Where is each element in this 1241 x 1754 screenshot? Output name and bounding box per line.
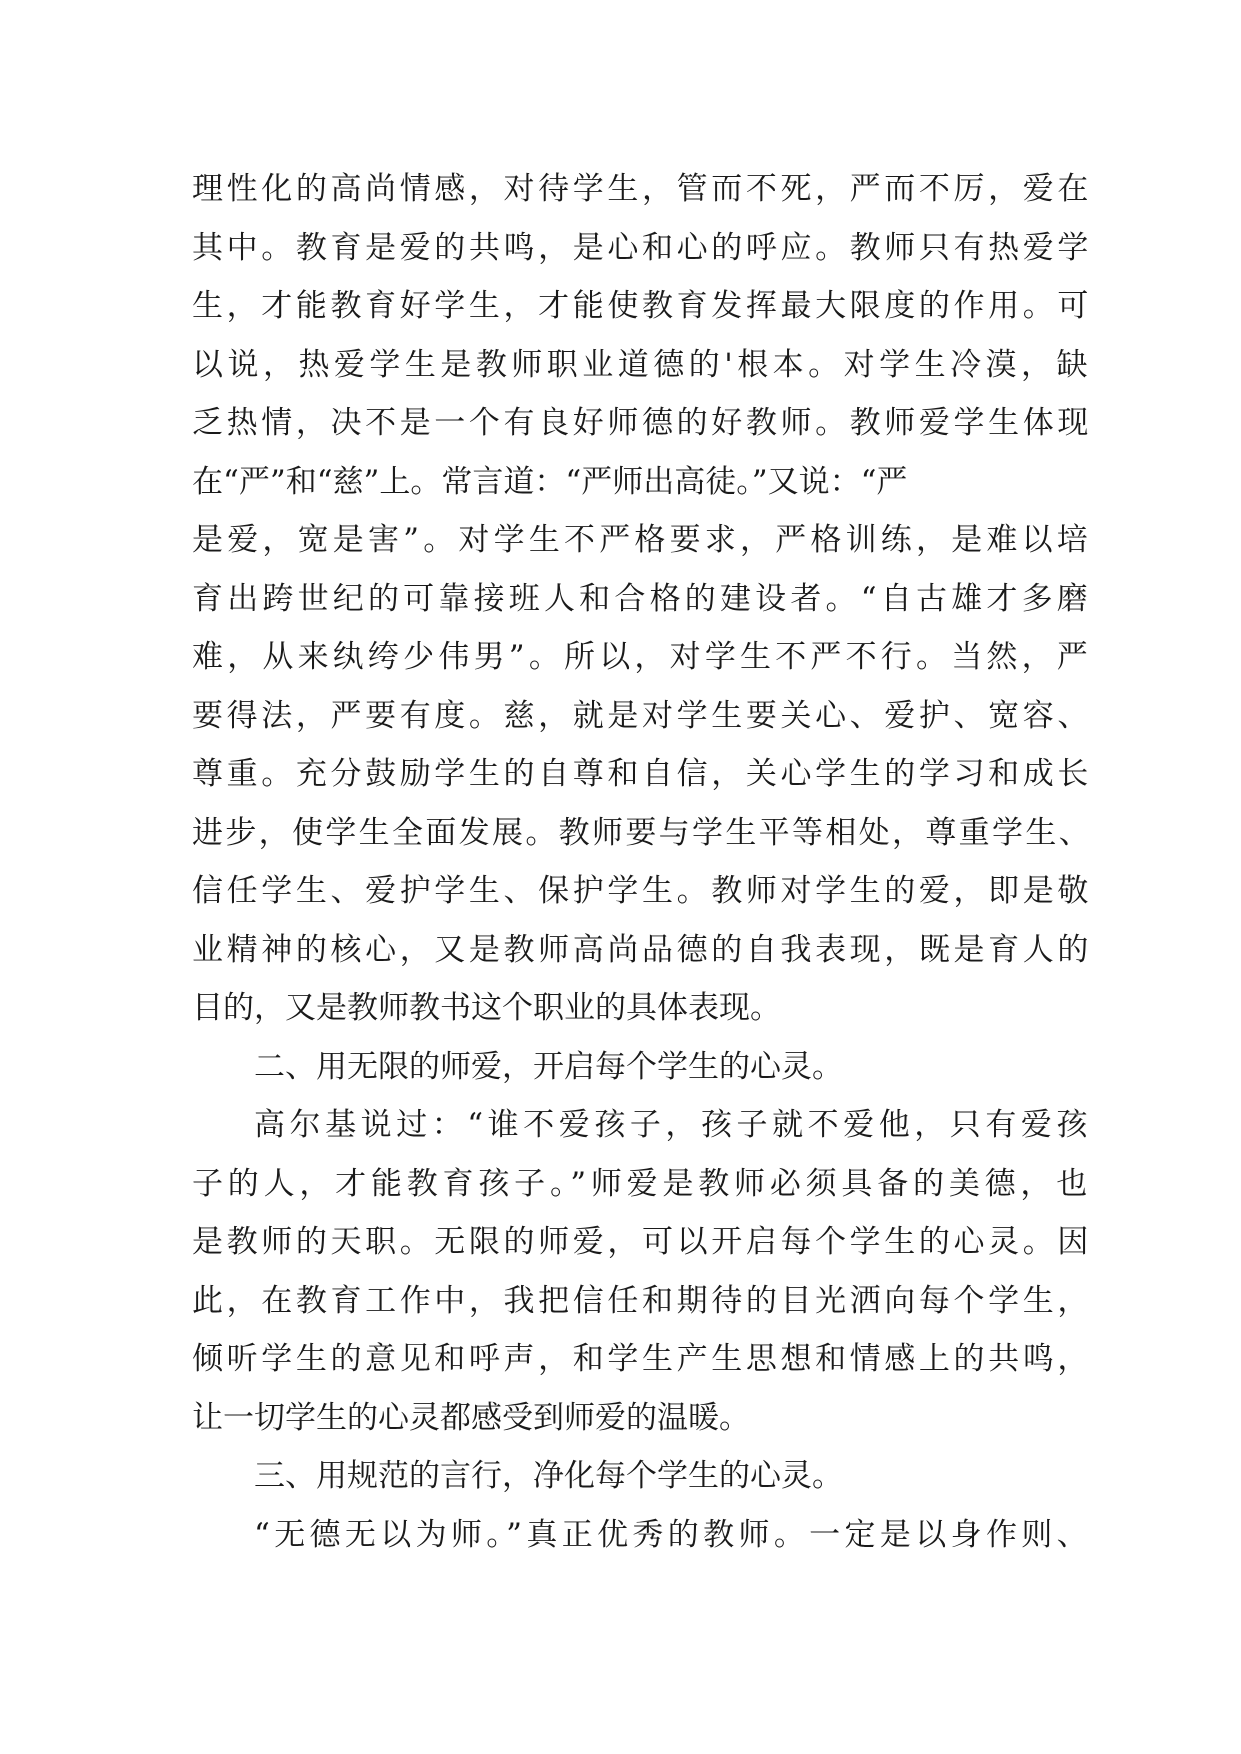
text-line: 二、用无限的师爱，开启每个学生的心灵。 [254, 1048, 843, 1085]
text-line: 乏热情，决不是一个有良好师德的好教师。教师爱学生体现 [192, 405, 1092, 441]
text-line: 在“严”和“慈”上。常言道：“严师出高徒。”又说：“严 [192, 463, 908, 500]
text-line: 三、用规范的言行，净化每个学生的心灵。 [254, 1458, 843, 1494]
text-line: 信任学生、爱护学生、保护学生。教师对学生的爱，即是敬 [192, 873, 1092, 909]
text-line: 理性化的高尚情感，对待学生，管而不死，严而不厉，爱在 [192, 171, 1092, 207]
text-line: 育出跨世纪的可靠接班人和合格的建设者。“自古雄才多磨 [192, 580, 1092, 617]
text-line: 倾听学生的意见和呼声，和学生产生思想和情感上的共鸣， [192, 1341, 1092, 1377]
body-text [192, 160, 1092, 1564]
text-line: 尊重。充分鼓励学生的自尊和自信，关心学生的学习和成长 [192, 756, 1092, 792]
text-line: 是爱，宽是害”。对学生不严格要求，严格训练，是难以培 [192, 522, 1092, 558]
text-line: 难，从来纨绔少伟男”。所以，对学生不严不行。当然，严 [192, 639, 1092, 675]
text-line: 其中。教育是爱的共鸣，是心和心的呼应。教师只有热爱学 [192, 229, 1092, 266]
text-line: 让一切学生的心灵都感受到师爱的温暖。 [192, 1399, 750, 1436]
text-line: 进步，使学生全面发展。教师要与学生平等相处，尊重学生、 [192, 814, 1092, 851]
text-line: 业精神的核心，又是教师高尚品德的自我表现，既是育人的 [192, 931, 1092, 968]
text-line: 目的，又是教师教书这个职业的具体表现。 [192, 990, 781, 1026]
text-line: 生，才能教育好学生，才能使教育发挥最大限度的作用。可 [192, 288, 1092, 324]
text-line: 此，在教育工作中，我把信任和期待的目光洒向每个学生， [192, 1282, 1092, 1319]
text-line: “无德无以为师。”真正优秀的教师。一定是以身作则、 [254, 1516, 1092, 1553]
text-line: 以说，热爱学生是教师职业道德的'根本。对学生冷漠，缺 [192, 346, 1092, 383]
text-line: 要得法，严要有度。慈，就是对学生要关心、爱护、宽容、 [192, 697, 1092, 734]
text-line: 子的人，才能教育孩子。”师爱是教师必须具备的美德，也 [192, 1165, 1092, 1202]
text-line: 高尔基说过：“谁不爱孩子，孩子就不爱他，只有爱孩 [254, 1107, 1092, 1143]
text-line: 是教师的天职。无限的师爱，可以开启每个学生的心灵。因 [192, 1224, 1092, 1260]
